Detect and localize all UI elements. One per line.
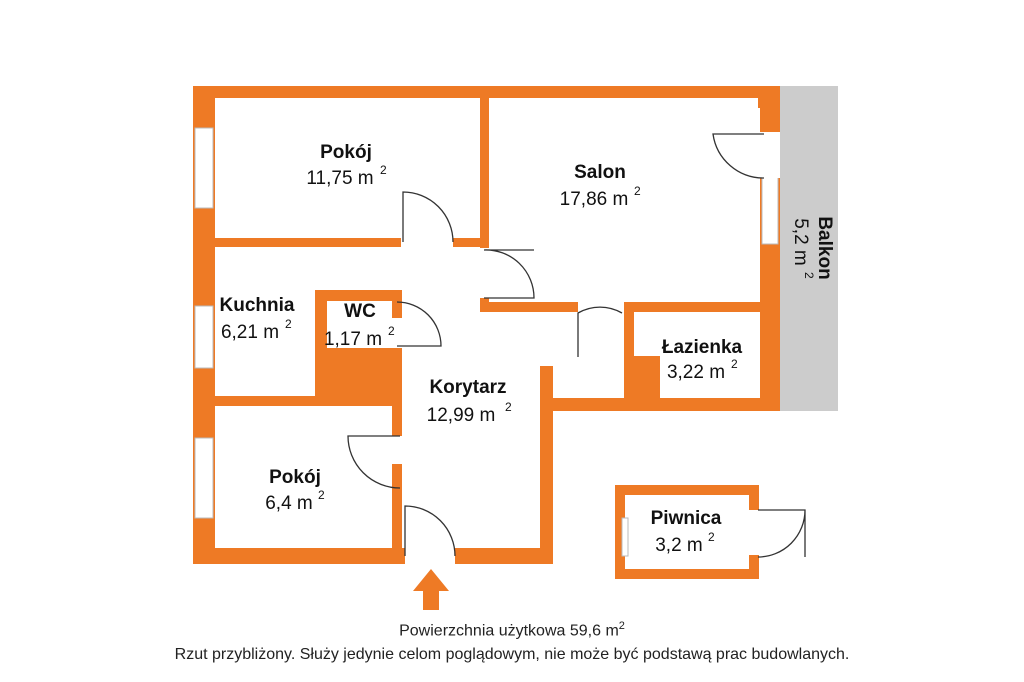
- room-area-exp-lazienka: 2: [731, 357, 738, 371]
- room-name-korytarz: Korytarz: [429, 377, 507, 398]
- room-area-exp-balkon: 2: [802, 272, 816, 279]
- total-area: Powierzchnia użytkowa 59,6 m: [399, 622, 619, 640]
- total-area-exp: 2: [618, 620, 625, 632]
- room-name-lazienka: Łazienka: [661, 337, 743, 358]
- room-area-exp-pokoj-1: 2: [380, 163, 387, 177]
- room-name-piwnica: Piwnica: [650, 508, 722, 529]
- room-area-exp-salon: 2: [634, 184, 641, 198]
- room-area-exp-kuchnia: 2: [285, 317, 292, 331]
- room-area-piwnica: 3,2 m: [655, 535, 703, 556]
- room-name-kuchnia: Kuchnia: [219, 295, 295, 316]
- room-name-pokoj-2: Pokój: [269, 467, 321, 488]
- total-area-line: [0, 620, 1024, 640]
- room-area-lazienka: 3,22 m: [666, 362, 726, 383]
- room-name-salon: Salon: [574, 162, 626, 183]
- room-area-salon: 17,86 m: [559, 189, 629, 210]
- room-area-pokoj-2: 6,4 m: [265, 493, 313, 514]
- room-area-exp-korytarz: 2: [505, 400, 512, 414]
- room-area-exp-pokoj-2: 2: [318, 488, 325, 502]
- disclaimer: Rzut przybliżony. Służy jedynie celom poglądowym, nie może być podstawą prac budowlanych.: [174, 646, 850, 663]
- room-area-balkon: 5,2 m: [790, 218, 811, 266]
- room-name-balkon: Balkon: [814, 216, 835, 280]
- room-name-wc: WC: [344, 301, 376, 322]
- room-area-exp-wc: 2: [388, 324, 395, 338]
- room-area-pokoj-1: 11,75 m: [306, 168, 374, 189]
- room-area-exp-piwnica: 2: [708, 530, 715, 544]
- room-area-wc: 1,17 m: [323, 329, 383, 350]
- room-name-pokoj-1: Pokój: [320, 142, 372, 163]
- arrow-up-icon: [413, 569, 449, 610]
- room-area-korytarz: 12,99 m: [426, 405, 496, 426]
- room-area-kuchnia: 6,21 m: [220, 322, 280, 343]
